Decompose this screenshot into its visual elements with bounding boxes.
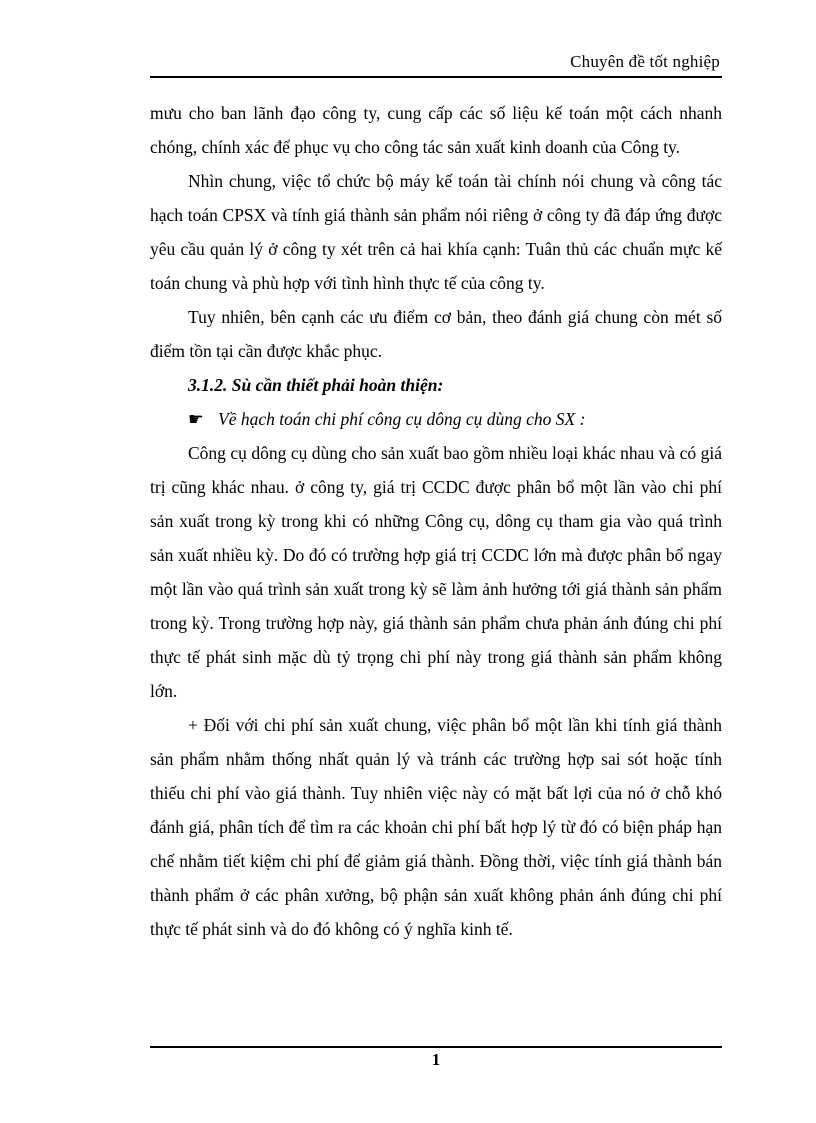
- bullet-text: Về hạch toán chi phí công cụ dông cụ dùng cho SX :: [218, 409, 586, 429]
- bullet-item: [150, 402, 722, 436]
- paragraph-1: mưu cho ban lãnh đạo công ty, cung cấp các số liệu kế toán một cách nhanh chóng, chính xác để phục vụ cho công tác sản xuất kinh doanh của Công ty.: [150, 103, 722, 157]
- body-text: [150, 96, 722, 946]
- footer-rule: [150, 1046, 722, 1048]
- paragraph-5: + Đối với chi phí sản xuất chung, việc phân bổ một lần khi tính giá thành sản phẩm nhằm thống nhất quản lý và tránh các trường hợp sai sót hoặc tính thiếu chi phí vào giá thành. Tuy nhiên việc này có mặt bất lợi của nó ở chỗ khó đánh giá, phân tích để tìm ra các khoản chi phí bất hợp lý từ đó có biện pháp hạn chế nhằm tiết kiệm chi phí để giảm giá thành. Đồng thời, việc tính giá thành bán thành phẩm ở các phân xưởng, bộ phận sản xuất không phản ánh đúng chi phí thực tế phát sinh và do đó không có ý nghĩa kinh tế.: [150, 715, 722, 939]
- header-title: Chuyên đề tốt nghiệp: [570, 52, 720, 71]
- paragraph-4: Công cụ dông cụ dùng cho sản xuất bao gồm nhiều loại khác nhau và có giá trị cũng khác nhau. ở công ty, giá trị CCDC được phân bổ một lần vào chi phí sản xuất trong kỳ trong khi có những Công cụ, dông cụ tham gia vào quá trình sản xuất nhiều kỳ. Do đó có trường hợp giá trị CCDC lớn mà được phân bổ ngay một lần vào quá trình sản xuất trong kỳ sẽ làm ảnh hưởng tới giá thành sản phẩm trong kỳ. Trong trường hợp này, giá thành sản phẩm chưa phản ánh đúng chi phí thực tế phát sinh mặc dù tỷ trọng chi phí này trong giá thành sản phẩm không lớn.: [150, 443, 722, 701]
- section-heading: 3.1.2. Sù cần thiết phải hoàn thiện:: [188, 375, 444, 395]
- paragraph-2: Nhìn chung, việc tổ chức bộ máy kế toán tài chính nói chung và công tác hạch toán CPSX và tính giá thành sản phẩm nói riêng ở công ty đã đáp ứng được yêu cầu quản lý ở công ty xét trên cả hai khía cạnh: Tuân thủ các chuẩn mực kế toán chung và phù hợp với tình hình thực tế của công ty.: [150, 171, 722, 293]
- page-number: 1: [431, 1050, 441, 1069]
- pointing-hand-icon: ☛: [188, 409, 204, 429]
- paragraph-3: Tuy nhiên, bên cạnh các ưu điểm cơ bản, theo đánh giá chung còn mét số điểm tồn tại cần được khắc phục.: [150, 307, 722, 361]
- header-rule: [150, 76, 722, 78]
